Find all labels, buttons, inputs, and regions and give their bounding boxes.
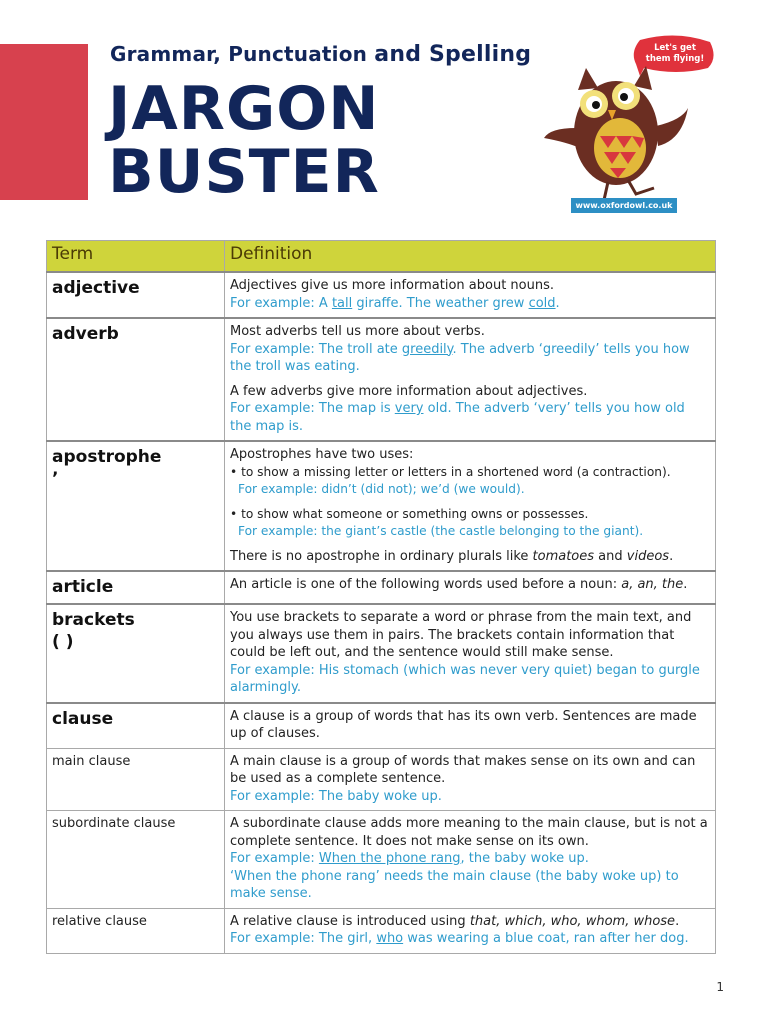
definition-text: Most adverbs tell us more about verbs. (230, 324, 485, 339)
definition-text: A relative clause is introduced using that, which, who, whom, whose. (230, 913, 680, 929)
row-apostrophe (47, 441, 716, 571)
red-accent-bar (0, 44, 88, 200)
definition-text: A main clause is a group of words that makes sense on its own and can be used as a complete sentence. (230, 753, 696, 786)
row-adjective (47, 272, 716, 318)
term-subordinate-clause: subordinate clause (52, 816, 176, 831)
example-text: For example: His stomach (which was never very quiet) began to gurgle alarmingly. (230, 662, 700, 695)
example-text: For example: the giant’s castle (the castle belonging to the giant). (238, 524, 644, 538)
term-brackets: brackets (52, 610, 135, 630)
definition-text: A clause is a group of words that has its own verb. Sentences are made up of clauses. (230, 708, 697, 741)
definition-text: Apostrophes have two uses: (230, 447, 414, 462)
example-text: For example: When the phone rang, the baby woke up. (230, 851, 589, 866)
term-adverb: adverb (52, 324, 119, 344)
example-text: ‘When the phone rang’ needs the main clause (the baby woke up) to make sense. (230, 868, 679, 901)
row-clause (47, 703, 716, 749)
page-subtitle: Grammar, Punctuation and Spelling (110, 42, 532, 67)
svg-text:Let's get: Let's get (654, 43, 696, 53)
owl-mascot-illustration (536, 28, 726, 218)
term-main-clause: main clause (52, 753, 131, 769)
example-text: For example: The baby woke up. (230, 788, 442, 804)
row-main-clause (47, 748, 716, 811)
bullet-text: • to show what someone or something owns or possesses. (230, 506, 589, 521)
term-article: article (52, 577, 114, 597)
row-relative-clause (47, 908, 716, 953)
example-text: For example: The map is very old. The adverb ‘very’ tells you how old the map is. (230, 401, 685, 434)
apostrophe-symbol: ’ (52, 469, 59, 489)
example-text: For example: The girl, who was wearing a blue coat, ran after her dog. (230, 931, 689, 946)
definition-text: An article is one of the following words used before a noun: a, an, the. (230, 577, 688, 592)
definition-text: Adjectives give us more information about nouns. (230, 278, 554, 293)
page-number: 1 (716, 980, 724, 994)
svg-text:them flying!: them flying! (645, 54, 705, 64)
definition-text: There is no apostrophe in ordinary plurals like tomatoes and videos. (230, 548, 674, 564)
definition-text: A subordinate clause adds more meaning to the main clause, but is not a complete sentence. It does not make sense on its own. (230, 816, 708, 849)
definition-text: A few adverbs give more information about adjectives. (230, 383, 588, 399)
row-adverb (47, 318, 716, 441)
column-header-term: Term (47, 241, 225, 273)
jargon-table (46, 240, 716, 954)
bullet-text: • to show a missing letter or letters in a shortened word (a contraction). (230, 464, 671, 479)
website-link[interactable]: www.oxfordowl.co.uk (571, 198, 677, 213)
page-title: JARGON BUSTER (108, 74, 380, 207)
table-header-row (47, 241, 716, 273)
row-subordinate-clause (47, 811, 716, 909)
example-text: For example: didn’t (did not); we’d (we would). (238, 482, 525, 496)
definition-text: You use brackets to separate a word or phrase from the main text, and you always use them in pairs. The brackets contain information that could be left out, and the sentence would still make sense. (230, 610, 692, 660)
column-header-definition: Definition (225, 241, 716, 273)
brackets-symbol: ( ) (52, 632, 74, 652)
term-relative-clause: relative clause (52, 913, 147, 929)
term-clause: clause (52, 708, 114, 729)
term-adjective: adjective (52, 278, 140, 298)
row-article (47, 571, 716, 604)
example-text: For example: A tall giraffe. The weather grew cold. (230, 295, 560, 311)
term-apostrophe: apostrophe (52, 447, 162, 467)
row-brackets (47, 604, 716, 703)
example-text: For example: The troll ate greedily. The adverb ‘greedily’ tells you how the troll was eating. (230, 341, 690, 374)
